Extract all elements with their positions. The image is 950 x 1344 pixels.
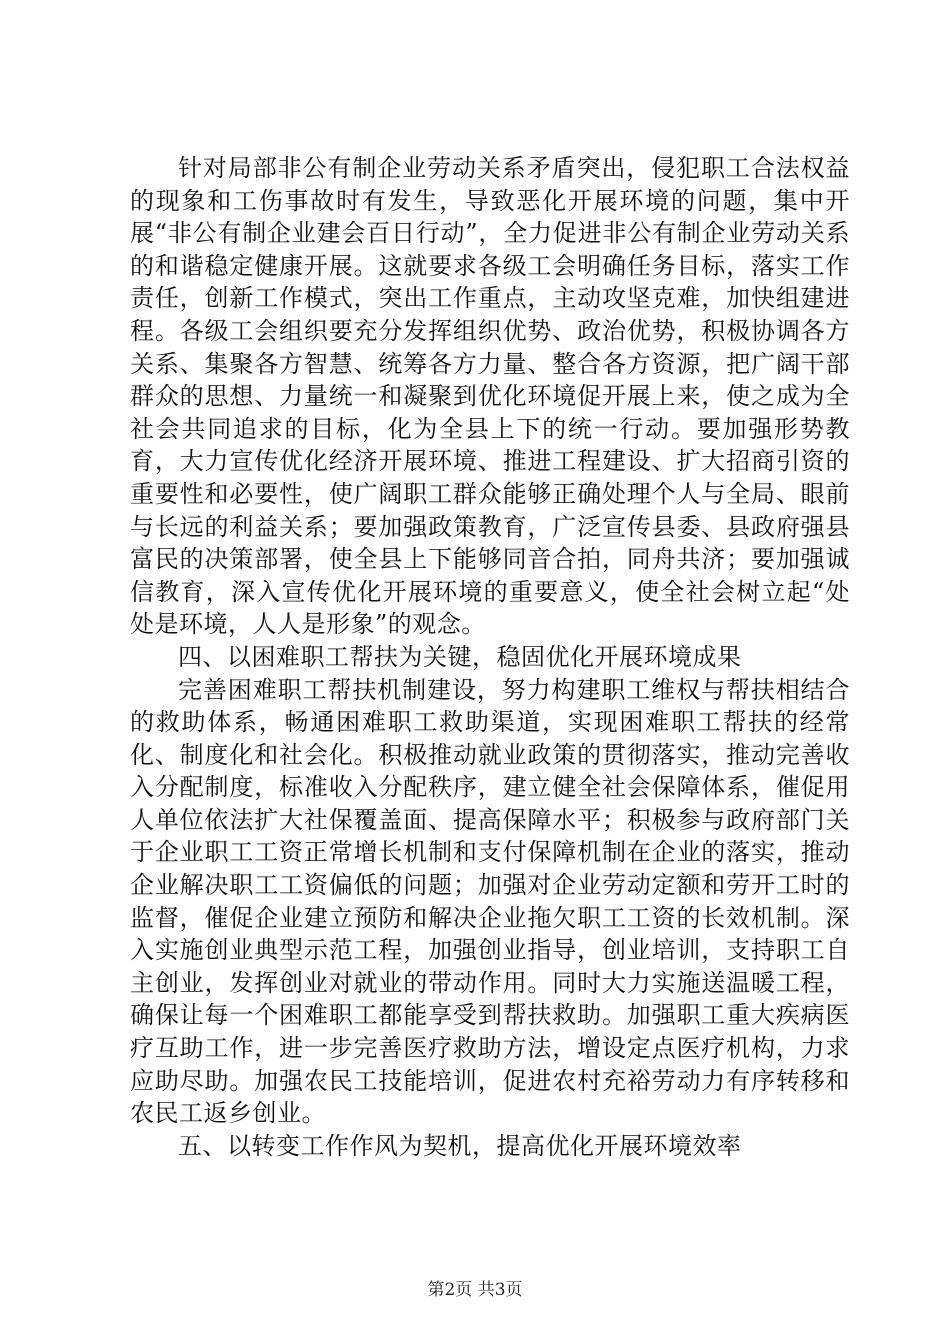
- paragraph-body-1: 针对局部非公有制企业劳动关系矛盾突出，侵犯职工合法权益的现象和工伤事故时有发生，导致恶化开展环境的问题，集中开展“非公有制企业建会百日行动”，全力促进非公有制企业劳动关系的和谐稳定健康开展。这就要求各级工会明确任务目标，落实工作责任，创新工作模式，突出工作重点，主动攻坚克难，加快组建进程。各级工会组织要充分发挥组织优势、政治优势，积极协调各方关系、集聚各方智慧、统筹各方力量、整合各方资源，把广阔干部群众的思想、力量统一和凝聚到优化环境促开展上来，使之成为全社会共同追求的目标，化为全县上下的统一行动。要加强形势教育，大力宣传优化经济开展环境、推进工程建设、扩大招商引资的重要性和必要性，使广阔职工群众能够正确处理个人与全局、眼前与长远的利益关系；要加强政策教育，广泛宣传县委、县政府强县富民的决策部署，使全县上下能够同音合拍，同舟共济；要加强诚信教育，深入宣传优化开展环境的重要意义，使全社会树立起“处处是环境，人人是形象”的观念。: [130, 154, 850, 639]
- paragraph-body-2: 完善困难职工帮扶机制建设，努力构建职工维权与帮扶相结合的救助体系，畅通困难职工救助渠道，实现困难职工帮扶的经常化、制度化和社会化。积极推动就业政策的贯彻落实，推动完善收入分配制度，标准收入分配秩序，建立健全社会保障体系，催促用人单位依法扩大社保覆盖面、提高保障水平；积极参与政府部门关于企业职工工资正常增长机制和支付保障机制在企业的落实，推动企业解决职工工资偏低的问题；加强对企业劳动定额和劳开工时的监督，催促企业建立预防和解决企业拖欠职工工资的长效机制。深入实施创业典型示范工程，加强创业指导，创业培训，支持职工自主创业，发挥创业对就业的带动作用。同时大力实施送温暖工程，确保让每一个困难职工都能享受到帮扶救助。加强职工重大疾病医疗互助工作，进一步完善医疗救助方法，增设定点医疗机构，力求应助尽助。加强农民工技能培训，促进农村充裕劳动力有序转移和农民工返乡创业。: [130, 675, 850, 1128]
- page-number-footer: 第2页 共3页: [427, 1280, 523, 1300]
- section-heading-5: 五、以转变工作作风为契机，提高优化开展环境效率: [178, 1131, 742, 1160]
- document-body: [130, 152, 850, 1162]
- section-heading-4: 四、以困难职工帮扶为关键，稳固优化开展环境成果: [178, 642, 742, 671]
